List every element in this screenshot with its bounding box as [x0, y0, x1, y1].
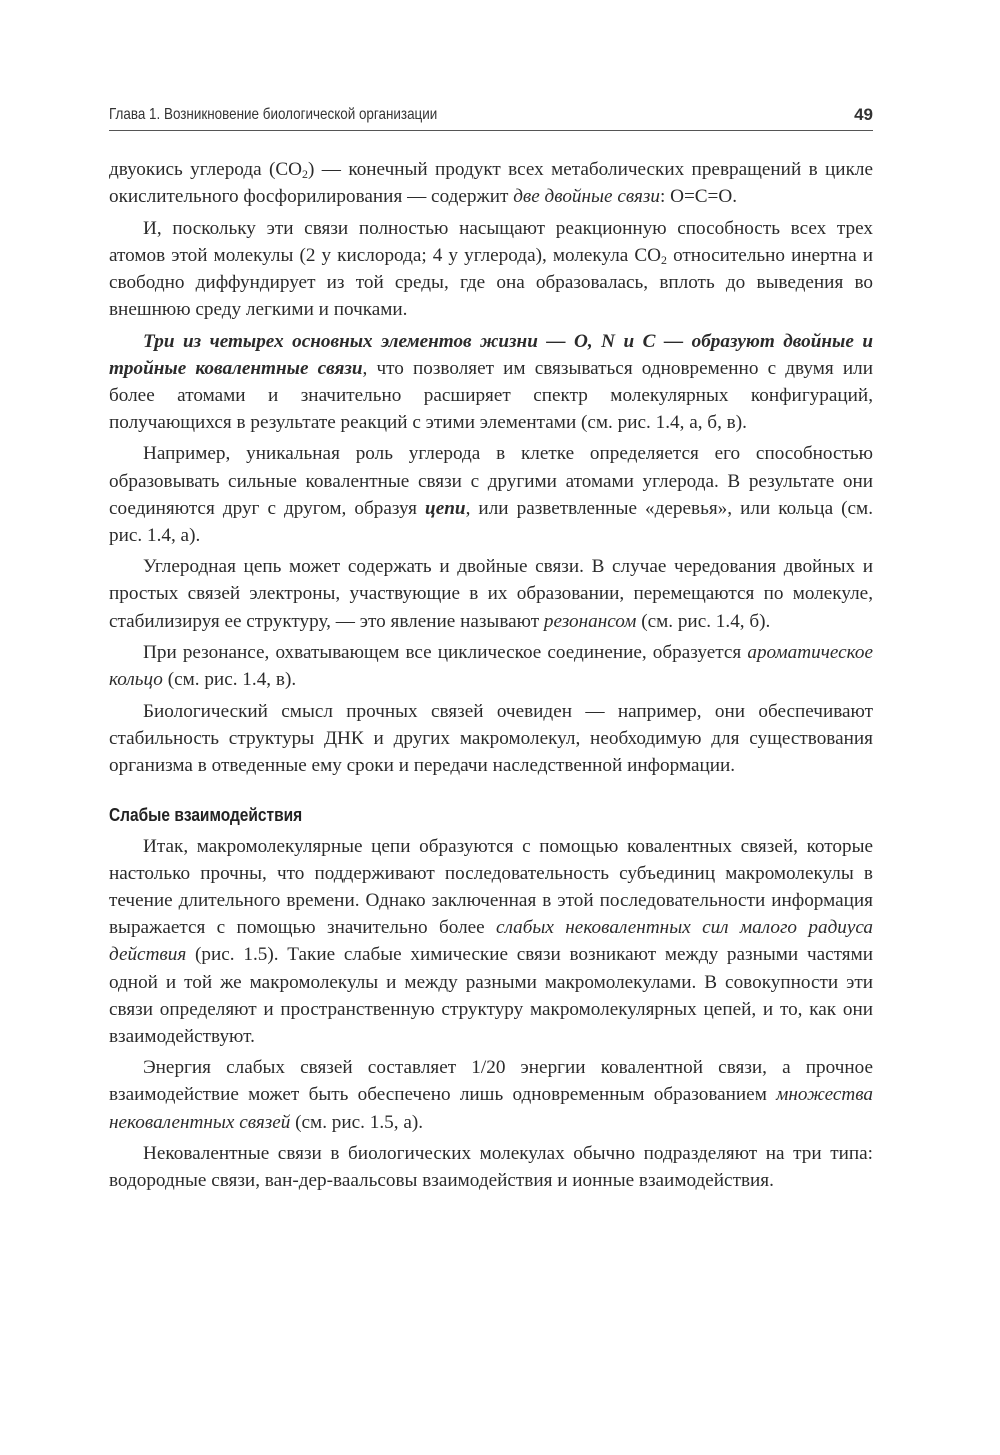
paragraph-aromatic-ring: При резонансе, охватывающем все циклическое соединение, образуется ароматическое кольцо (см. рис. 1.4, в).	[109, 642, 873, 691]
running-header	[109, 104, 873, 131]
emphasis: слабых нековалентных сил малого радиуса действия	[109, 917, 874, 966]
page-number: 49	[854, 105, 873, 124]
paragraph-co2-inert: И, поскольку эти связи полностью насыщают реакционную способность всех трех атомов этой молекулы (2 у кислорода; 4 у углерода), молекула $CO_2$ относительно инертна и свободно диффундирует из той среды, где она образовалась, вплоть до выведения во внешнюю среду легкими и почками.	[109, 217, 873, 320]
bold-italic-emphasis: цепи	[425, 497, 466, 519]
bold-italic-emphasis: Три из четырех основных элементов жизни — O, N и C — образуют двойные и тройные ковалентные связи	[109, 330, 873, 379]
paragraph-weak-bond-energy: Энергия слабых связей составляет 1/20 энергии ковалентной связи, а прочное взаимодействие может быть обеспечено лишь одновременным образованием множества нековалентных связей (см. рис. 1.5, а).	[109, 1057, 873, 1133]
paragraph-biological-meaning: Биологический смысл прочных связей очевиден — например, они обеспечивают стабильность структуры ДНК и других макромолекул, необходимую для существования организма в отведенные ему сроки и передачи наследственной информации.	[109, 700, 873, 776]
emphasis: две двойные связи	[513, 186, 660, 208]
emphasis: множества нековалентных связей	[109, 1084, 873, 1133]
chapter-title: Глава 1. Возникновение биологической организации	[109, 106, 438, 123]
paragraph-resonance: Углеродная цепь может содержать и двойные связи. В случае чередования двойных и простых связей электроны, участвующие в их образовании, перемещаются по молекуле, стабилизируя ее структуру, — это явление называют резонансом (см. рис. 1.4, б).	[109, 556, 873, 632]
paragraph-noncovalent-types: Нековалентные связи в биологических молекулах обычно подразделяют на три типа: водородные связи, ван-дер-ваальсовы взаимодействия и ионные взаимодействия.	[109, 1143, 873, 1192]
section-heading: Слабые взаимодействия	[109, 805, 303, 826]
emphasis: резонансом	[543, 610, 637, 632]
emphasis: ароматическое кольцо	[109, 642, 873, 691]
paragraph-macromolecular-chains: Итак, макромолекулярные цепи образуются с помощью ковалентных связей, которые настолько прочны, что поддерживают последовательность субъединиц макромолекулы в течение длительного времени. Однако заключенная в этой последовательности информация выражается с помощью значительно более слабых нековалентных сил малого радиуса действия (рис. 1.5). Такие слабые химические связи возникают между разными частями одной и той же макромолекулы и между разными макромолекулами. В совокупности эти связи определяют и пространственную структуру макромолекулярных цепей, и то, как они взаимодействуют.	[109, 836, 874, 1047]
page-body	[109, 156, 873, 1199]
paragraph-carbon-role: Например, уникальная роль углерода в клетке определяется его способностью образовывать сильные ковалентные связи с другими атомами углерода. В результате они соединяются друг с другом, образуя цепи, или разветвленные «деревья», или кольца (см. рис. 1.4, а).	[109, 443, 873, 546]
paragraph-co2-product: двуокись углерода $(CO_2)$ — конечный продукт всех метаболических превращений в цикле окислительного фосфорилирования — содержит две двойные связи: O=C=O.	[109, 159, 873, 208]
paragraph-three-elements: Три из четырех основных элементов жизни — O, N и C — образуют двойные и тройные ковалентные связи, что позволяет им связываться одновременно с двумя или более атомами и значительно расширяет спектр молекулярных конфигураций, получающихся в результате реакций с этими элементами (см. рис. 1.4, а, б, в).	[109, 330, 873, 433]
